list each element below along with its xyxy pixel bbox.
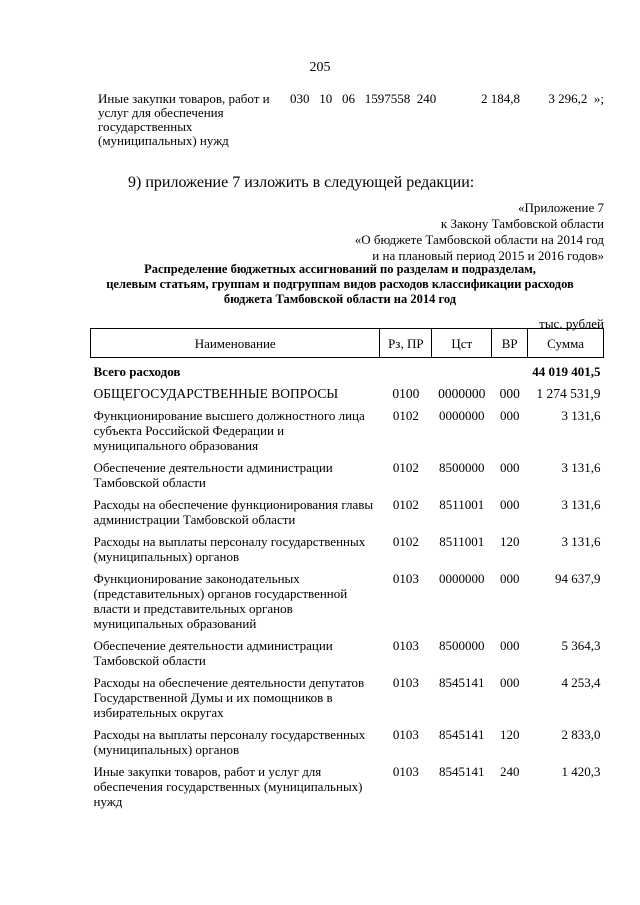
- row-sum: 3 131,6: [561, 460, 601, 475]
- row-rzpr: 0103: [392, 727, 419, 742]
- title-line: целевым статьям, группам и подгруппам видов расходов классификации расходов: [106, 277, 574, 291]
- total-sum: 44 019 401,5: [532, 364, 601, 379]
- row-cst: 8511001: [439, 497, 485, 512]
- table-row: [91, 567, 604, 634]
- row-name: Иные закупки товаров, работ и услуг для обеспечения государственных (муниципальных) нужд: [98, 91, 270, 148]
- table-row: [91, 760, 604, 812]
- row-cst: 8545141: [438, 675, 485, 690]
- row-sum: 94 637,9: [555, 571, 601, 586]
- header-rzpr: Рз, ПР: [380, 329, 432, 358]
- row-vr: 000: [499, 497, 520, 512]
- table-row: [91, 456, 604, 493]
- budget-table: [90, 328, 604, 812]
- row-vr: 000: [499, 638, 520, 653]
- row-rzpr: 0103: [392, 675, 419, 690]
- row-cst: 8500000: [438, 460, 485, 475]
- row-codes: 030 10 06 1597558 240: [290, 91, 437, 106]
- row-vr: 000: [499, 460, 520, 475]
- header-name: Наименование: [91, 329, 380, 358]
- title-line: бюджета Тамбовской области на 2014 год: [223, 292, 457, 306]
- row-name: Иные закупки товаров, работ и услуг для обеспечения государственных (муниципальных) нужд: [93, 764, 363, 809]
- row-name: Расходы на выплаты персоналу государственных (муниципальных) органов: [93, 534, 366, 564]
- row-sum: 1 274 531,9: [536, 386, 601, 401]
- row-sum: 5 364,3: [561, 638, 601, 653]
- row-rzpr: 0100: [392, 386, 420, 401]
- amendment-text: 9) приложение 7 изложить в следующей редакции:: [128, 174, 475, 191]
- row-sum: 3 131,6: [561, 497, 601, 512]
- row-value-2014: 2 184,8: [481, 91, 520, 106]
- row-rzpr: 0102: [392, 408, 419, 423]
- table-row: [91, 530, 604, 567]
- row-rzpr: 0102: [392, 497, 419, 512]
- row-vr: 240: [499, 764, 520, 779]
- row-rzpr: 0103: [392, 764, 419, 779]
- title-line: Распределение бюджетных ассигнований по разделам и подразделам,: [144, 262, 536, 276]
- header-vr: ВР: [492, 329, 528, 358]
- row-cst: 8545141: [438, 727, 485, 742]
- annex-line: «О бюджете Тамбовской области на 2014 год: [354, 232, 604, 247]
- total-row: [91, 358, 604, 383]
- row-cst: 0000000: [438, 386, 486, 401]
- annex-line: «Приложение 7: [517, 200, 604, 215]
- row-cst: 8545141: [438, 764, 485, 779]
- total-label: Всего расходов: [93, 364, 181, 379]
- row-name: Расходы на обеспечение функционирования главы администрации Тамбовской области: [93, 497, 374, 527]
- row-vr: 120: [499, 727, 520, 742]
- row-name: Расходы на выплаты персоналу государственных (муниципальных) органов: [93, 727, 366, 757]
- row-vr: 000: [499, 675, 520, 690]
- row-cst: 8511001: [439, 534, 485, 549]
- row-sum: 3 131,6: [561, 408, 601, 423]
- row-sum: 1 420,3: [561, 764, 601, 779]
- annex-line: к Закону Тамбовской области: [440, 216, 604, 231]
- row-rzpr: 0103: [392, 638, 419, 653]
- row-sum: 2 833,0: [561, 727, 601, 742]
- row-name: Обеспечение деятельности администрации Тамбовской области: [93, 460, 333, 490]
- row-name: Обеспечение деятельности администрации Тамбовской области: [93, 638, 333, 668]
- row-name: ОБЩЕГОСУДАРСТВЕННЫЕ ВОПРОСЫ: [93, 386, 339, 401]
- annex-heading: [355, 200, 604, 264]
- annex-line: и на плановый период 2015 и 2016 годов»: [372, 248, 604, 263]
- table-header-row: [91, 329, 604, 358]
- row-vr: 120: [499, 534, 520, 549]
- row-vr: 000: [499, 408, 520, 423]
- row-name: Функционирование высшего должностного лица субъекта Российской Федерации и муниципального образования: [93, 408, 365, 453]
- row-vr: 000: [499, 571, 520, 586]
- row-vr: 000: [499, 386, 520, 401]
- units-label: тыс. рублей: [539, 316, 604, 331]
- row-cst: 8500000: [438, 638, 485, 653]
- row-rzpr: 0103: [392, 571, 419, 586]
- header-sum: Сумма: [528, 329, 604, 358]
- header-cst: Цст: [432, 329, 492, 358]
- table-row: [91, 634, 604, 671]
- row-name: Расходы на обеспечение деятельности депутатов Государственной Думы и их помощников в избирательных округах: [93, 675, 365, 720]
- document-title: [70, 262, 610, 307]
- row-value-2015: 3 296,2 »;: [548, 91, 604, 106]
- row-sum: 3 131,6: [561, 534, 601, 549]
- table-row: [91, 404, 604, 456]
- row-name: Функционирование законодательных (представительных) органов государственной власти и представительных органов муниципальных образований: [93, 571, 348, 631]
- row-rzpr: 0102: [392, 460, 419, 475]
- page-number: 205: [309, 60, 331, 75]
- table-row: [91, 382, 604, 404]
- row-cst: 0000000: [438, 408, 485, 423]
- table-row: [91, 723, 604, 760]
- table-row: [91, 671, 604, 723]
- row-cst: 0000000: [438, 571, 485, 586]
- row-rzpr: 0102: [392, 534, 419, 549]
- row-sum: 4 253,4: [561, 675, 601, 690]
- table-row: [91, 493, 604, 530]
